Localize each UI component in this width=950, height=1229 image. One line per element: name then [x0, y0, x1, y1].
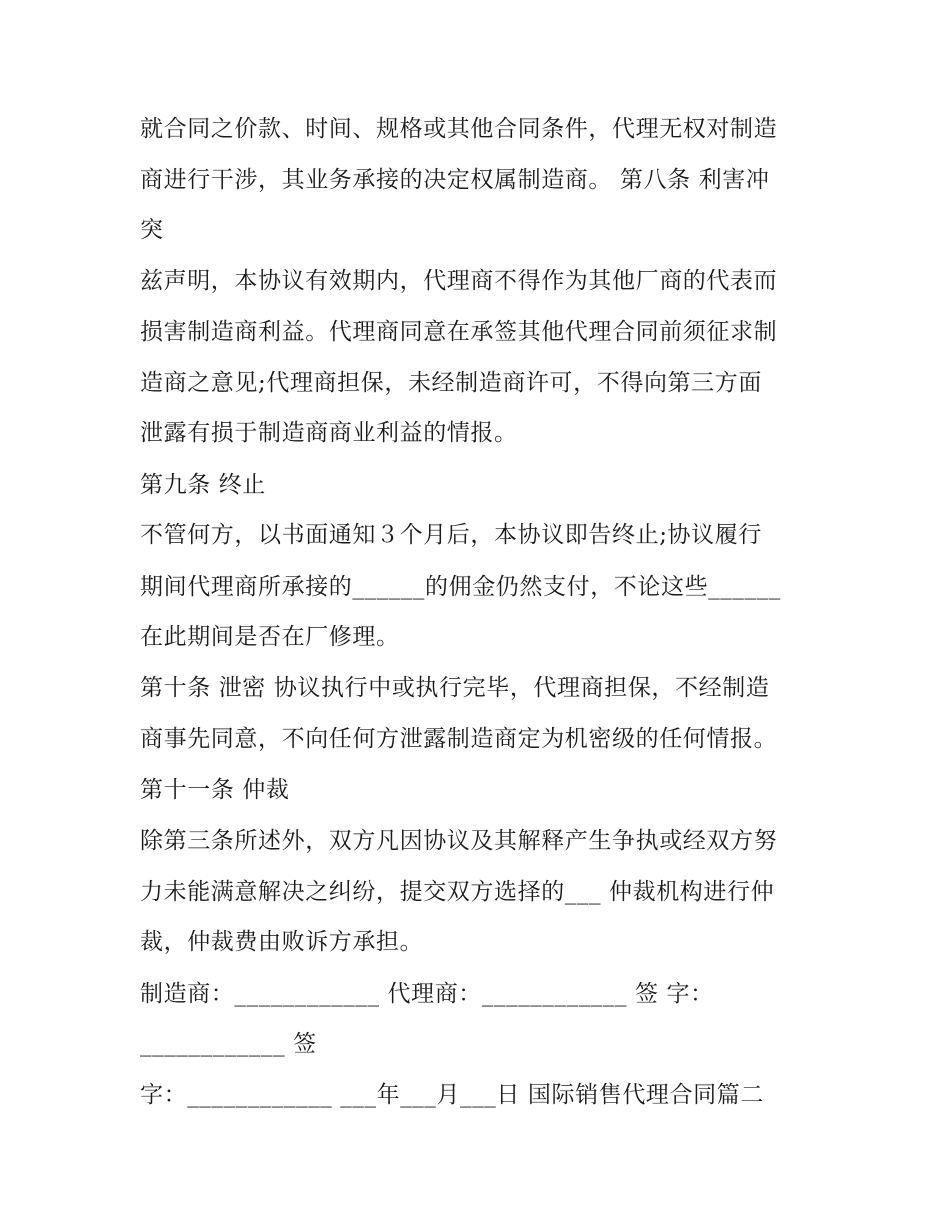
text-line: 兹声明，本协议有效期内，代理商不得作为其他厂商的代表而	[140, 268, 778, 294]
text-line: 在此期间是否在厂修理。	[140, 624, 400, 650]
text-line: 期间代理商所承接的______的佣金仍然支付，不论这些______	[140, 574, 781, 600]
text-line: 第十条 泄密 协议执行中或执行完毕，代理商担保，不经制造	[140, 675, 770, 701]
text-line: 除第三条所述外，双方凡因协议及其解释产生争执或经双方努	[140, 828, 778, 854]
signature-date-line: 字：____________ ___年___月___日 国际销售代理合同篇二	[140, 1082, 764, 1108]
text-line: 力未能满意解决之纠纷，提交双方选择的___ 仲裁机构进行仲	[140, 879, 775, 905]
signature-line: 制造商：____________ 代理商：____________ 签 字：	[140, 981, 714, 1007]
text-line: 就合同之价款、时间、规格或其他合同条件，代理无权对制造	[140, 116, 778, 142]
text-line: 泄露有损于制造商商业利益的情报。	[140, 420, 518, 446]
text-line: 造商之意见;代理商担保，未经制造商许可，不得向第三方面	[140, 370, 762, 396]
text-line: 商进行干涉，其业务承接的决定权属制造商。 第八条 利害冲	[140, 167, 770, 193]
text-line: 裁，仲裁费由败诉方承担。	[140, 929, 424, 955]
signature-line: ____________ 签	[140, 1031, 317, 1057]
section-heading-art11: 第十一条 仲裁	[140, 777, 290, 803]
text-line: 损害制造商利益。代理商同意在承签其他代理合同前须征求制	[140, 319, 778, 345]
text-line: 商事先同意，不向任何方泄露制造商定为机密级的任何情报。	[140, 726, 778, 752]
text-line: 不管何方，以书面通知３个月后，本协议即告终止;协议履行	[140, 522, 762, 548]
section-heading-art9: 第九条 终止	[140, 472, 266, 498]
text-line: 突	[140, 217, 164, 243]
